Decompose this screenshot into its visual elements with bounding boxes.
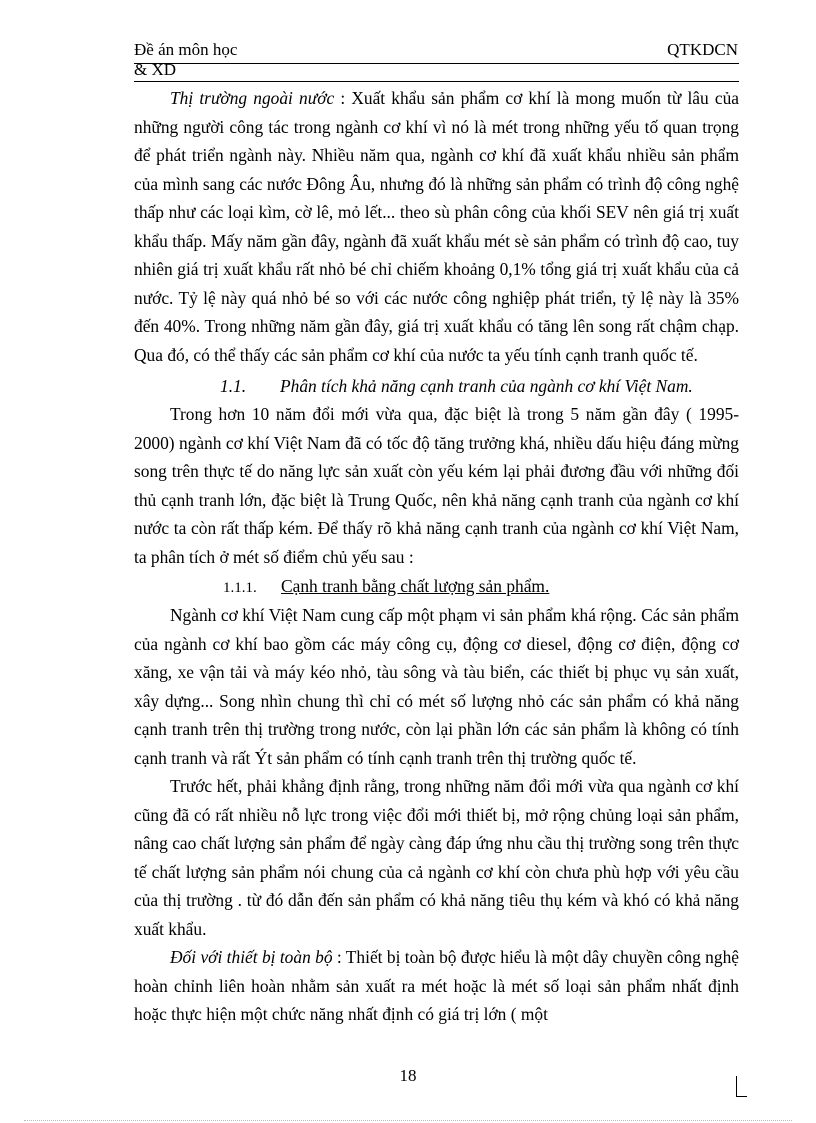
- subsection-number: 1.1.1.: [223, 580, 257, 596]
- header-rule-top: [134, 63, 739, 64]
- header-rule-bottom: [134, 81, 739, 82]
- paragraph-complete-equipment: [134, 943, 739, 1029]
- paragraph-text: : Thiết bị toàn bộ được hiểu là một dây chuyền công nghệ hoàn chỉnh liên hoàn nhằm sản xuất ra mét hoặc là mét số loại sản phẩm nhất định hoặc thực hiện một chức năng nhất định có giá trị lớn ( một: [134, 947, 739, 1024]
- page-break-line: [24, 1120, 792, 1121]
- subsection-title: Cạnh tranh bằng chất lượng sản phẩm.: [281, 576, 550, 596]
- section-title: Phân tích khả năng cạnh tranh của ngành cơ khí Việt Nam.: [280, 376, 693, 396]
- page-number: 18: [399, 1066, 417, 1085]
- paragraph-lead-italic: Đối với thiết bị toàn bộ: [170, 947, 333, 967]
- section-heading: [134, 372, 739, 400]
- header-line-1: Đề án môn học: [134, 40, 238, 59]
- paragraph-lead-italic: Thị trường ngoài nước: [170, 88, 335, 108]
- page-corner-mark: [736, 1076, 747, 1097]
- subsection-heading: [134, 571, 739, 601]
- paragraph-quality: Trước hết, phải khẳng định rằng, trong những năm đổi mới vừa qua ngành cơ khí cũng đã có rất nhiều nỗ lực trong việc đổi mới thiết bị, mở rộng chủng loại sản phẩm, nâng cao chất lượng sản phẩm để ngày càng đáp ứng nhu cầu thị trường song trên thực tế chất lượng sản phẩm nói chung của cả ngành cơ khí còn chưa phù hợp với yêu cầu của thị trường . từ đó dẫn đến sản phẩm có khả năng tiêu thụ kém và khó có khả năng xuất khẩu.: [134, 776, 739, 939]
- header-line-2: & XD: [134, 60, 177, 79]
- header-department: QTKDCN: [667, 40, 738, 59]
- paragraph-text: : Xuất khẩu sản phẩm cơ khí là mong muốn từ lâu của những người công tác trong ngành cơ khí vì nó là mét trong những yếu tố quan trọng để phát triển ngành này. Nhiều năm qua, ngành cơ khí đã xuất khẩu nhiều sản phẩm của mình sang các nước Đông Âu, nhưng đó là những sản phẩm có trình độ công nghệ thấp như các loại kìm, cờ lê, mỏ lết... theo sù phân công của khối SEV nên giá trị xuất khẩu thấp. Mấy năm gần đây, ngành đã xuất khẩu mét sè sản phẩm có trình độ cao, tuy nhiên giá trị xuất khẩu rất nhỏ bé chỉ chiếm khoảng 0,1% tổng giá trị xuất khẩu của cả nước. Tỷ lệ này quá nhỏ bé so với các nước công nghiệp phát triển, tỷ lệ này là 35% đến 40%. Trong những năm gần đây, giá trị xuất khẩu có tăng lên song rất chậm chạp. Qua đó, có thể thấy các sản phẩm cơ khí của nước ta yếu tính cạnh tranh quốc tế.: [134, 88, 739, 365]
- paragraph-foreign-market: [134, 84, 739, 369]
- header-course-title: [134, 40, 237, 80]
- section-number: 1.1.: [220, 376, 247, 396]
- paragraph-product-range: Ngành cơ khí Việt Nam cung cấp một phạm vi sản phẩm khá rộng. Các sản phẩm của ngành cơ khí bao gồm các máy công cụ, động cơ diesel, động cơ điện, động cơ xăng, xe vận tải và máy kéo nhỏ, tàu sông và tàu biển, các thiết bị phục vụ sản xuất, xây dựng... Song nhìn chung thì chỉ có mét số lượng nhỏ các sản phẩm có khả năng cạnh tranh trên thị trường trong nước, còn lại phần lớn các sản phẩm là không có tính cạnh tranh và rất Ýt sản phẩm có tính cạnh tranh trên thị trường quốc tế.: [134, 605, 739, 768]
- body-text: [134, 84, 739, 1029]
- paragraph-competitiveness: Trong hơn 10 năm đổi mới vừa qua, đặc biệt là trong 5 năm gần đây ( 1995-2000) ngành cơ khí Việt Nam đã có tốc độ tăng trưởng khá, nhiều dấu hiệu đáng mừng song trên thực tế do năng lực sản xuất còn yếu kém lại phải đương đầu với những đối thủ cạnh tranh lớn, đặc biệt là Trung Quốc, nên khả năng cạnh tranh của ngành cơ khí nước ta còn rất thấp kém. Để thấy rõ khả năng cạnh tranh của ngành cơ khí Việt Nam, ta phân tích ở mét số điểm chủ yếu sau :: [134, 404, 739, 567]
